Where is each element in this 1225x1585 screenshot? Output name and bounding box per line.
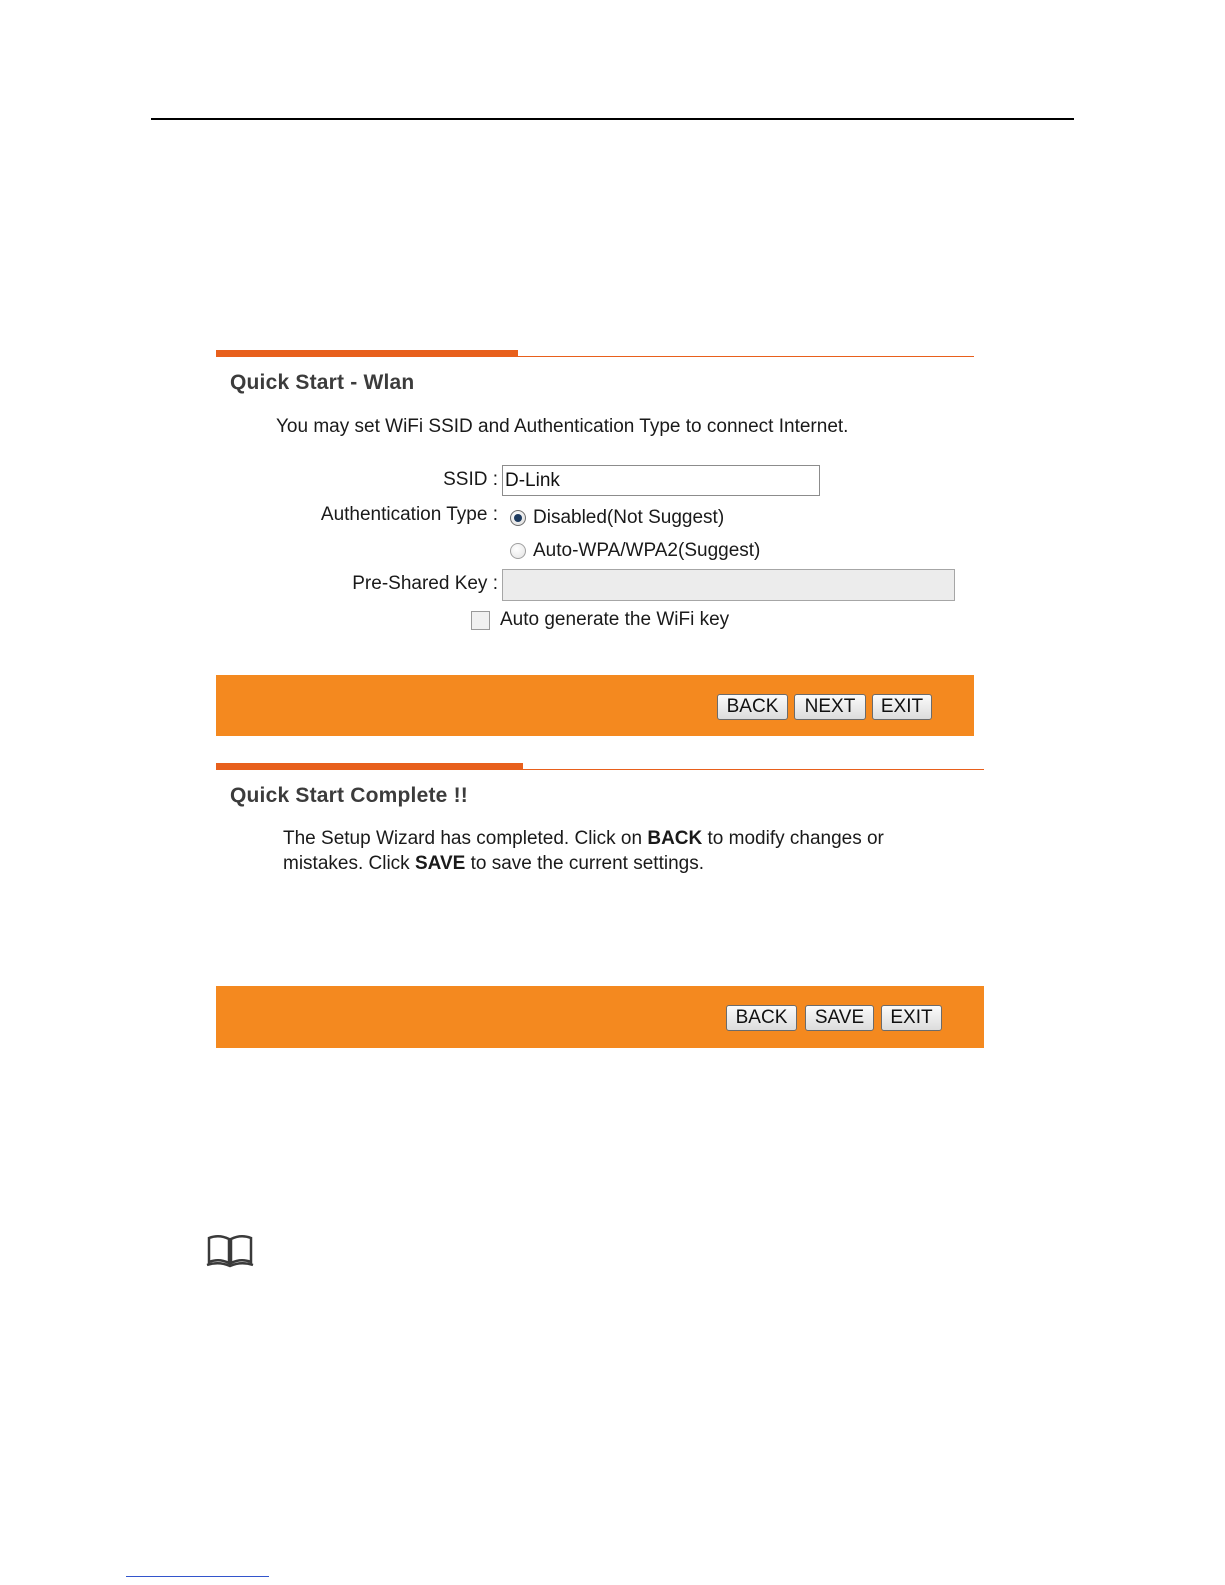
back-button[interactable]: BACK — [717, 694, 788, 720]
message-text: The Setup Wizard has completed. Click on — [283, 828, 648, 849]
complete-message-line2 — [283, 853, 704, 875]
wlan-title: Quick Start - Wlan — [230, 371, 415, 394]
message-text: mistakes. Click — [283, 853, 415, 874]
ssid-input[interactable] — [502, 465, 820, 496]
radio-unselected-icon[interactable] — [510, 543, 526, 559]
wlan-description: You may set WiFi SSID and Authentication Type to connect Internet. — [276, 416, 849, 437]
wlan-button-bar — [216, 675, 974, 736]
ssid-label: SSID : — [443, 469, 498, 490]
back-button[interactable]: BACK — [726, 1005, 797, 1031]
auth-option-wpa-label: Auto-WPA/WPA2(Suggest) — [533, 540, 761, 561]
radio-selected-icon[interactable] — [510, 510, 526, 526]
auth-option-disabled[interactable] — [510, 507, 724, 529]
footer-link-underline — [126, 1576, 269, 1577]
save-button[interactable]: SAVE — [805, 1005, 874, 1031]
auth-option-wpa[interactable] — [510, 540, 760, 562]
exit-button[interactable]: EXIT — [881, 1005, 942, 1031]
complete-message-line1 — [283, 828, 884, 850]
exit-button[interactable]: EXIT — [872, 694, 932, 720]
auto-key-label: Auto generate the WiFi key — [500, 609, 730, 630]
save-keyword: SAVE — [414, 853, 466, 874]
auth-type-label: Authentication Type : — [320, 504, 498, 525]
complete-button-bar — [216, 986, 984, 1048]
message-text: to save the current settings. — [465, 853, 704, 874]
back-keyword: BACK — [647, 828, 703, 849]
complete-title: Quick Start Complete !! — [230, 784, 468, 807]
book-icon — [205, 1232, 255, 1270]
message-text: to modify changes or — [702, 828, 884, 849]
complete-header-rule — [216, 769, 984, 770]
auto-key-option[interactable] — [471, 609, 729, 631]
next-button[interactable]: NEXT — [794, 694, 866, 720]
wlan-header-rule — [216, 356, 974, 357]
auth-option-disabled-label: Disabled(Not Suggest) — [533, 507, 725, 528]
auto-key-checkbox[interactable] — [471, 611, 490, 630]
psk-input[interactable] — [502, 569, 955, 601]
psk-label: Pre-Shared Key : — [352, 573, 498, 594]
page-header-rule — [151, 118, 1074, 120]
